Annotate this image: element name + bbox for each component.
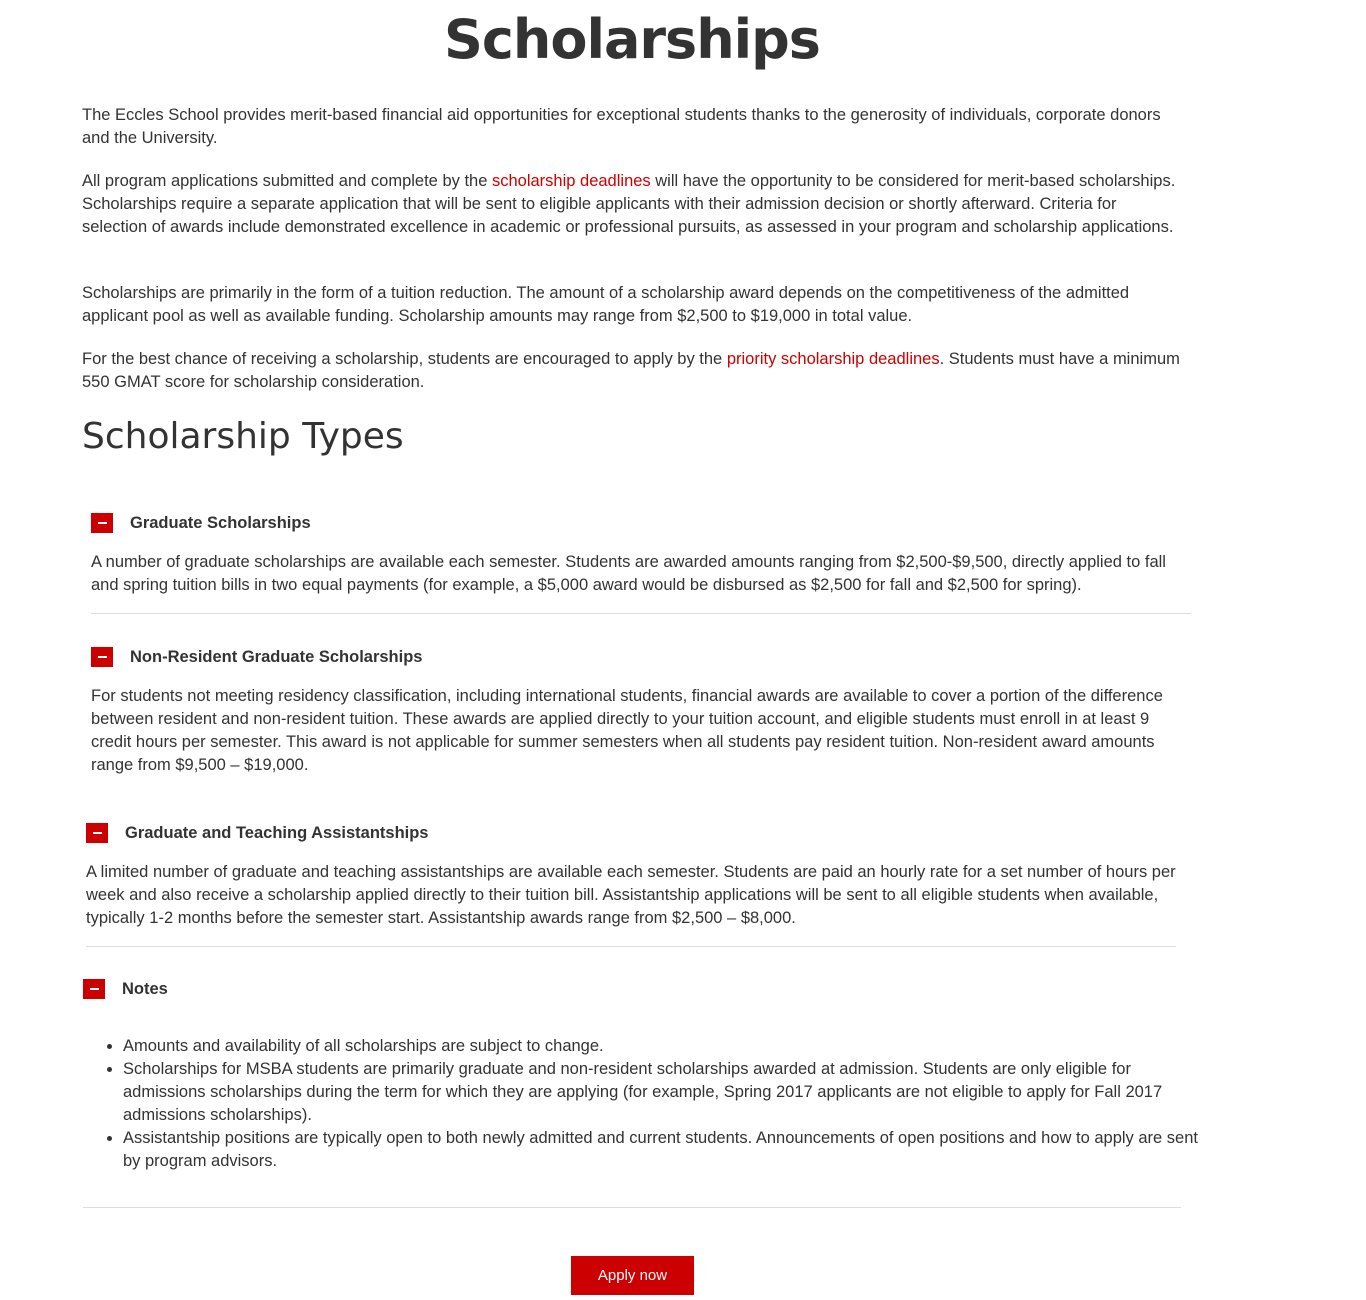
scholarship-deadlines-link[interactable]: scholarship deadlines	[491, 172, 651, 190]
scholarship-types-heading: Scholarship Types	[82, 416, 404, 457]
intro-paragraph-4	[82, 348, 1182, 394]
accordion-non-resident-body: For students not meeting residency classification, including international students, financial awards are available to cover a portion of the difference between resident and non-resident tuition. These awards are applied directly to your tuition account, and eligible students must enroll in at least 9 credit hours per semester. This award is not applicable for summer semesters when all students pay resident tuition. Non-resident award amounts range from $9,500 – $19,000.	[91, 687, 1163, 774]
accordion-notes-header[interactable]	[83, 978, 168, 1000]
accordion-graduate-scholarships-header[interactable]	[91, 512, 311, 534]
accordion-assistantships-header[interactable]	[86, 822, 429, 844]
intro-paragraph-1: The Eccles School provides merit-based financial aid opportunities for exceptional students thanks to the generosity of individuals, corporate donors and the University.	[82, 106, 1161, 147]
accordion-graduate-scholarships-body: A number of graduate scholarships are available each semester. Students are awarded amounts ranging from $2,500-$9,500, directly applied to fall and spring tuition bills in two equal payments (for example, a $5,000 award would be disbursed as $2,500 for fall and $2,500 for spring).	[91, 553, 1166, 594]
intro-paragraph-2-start: All program applications submitted and complete by the	[82, 172, 492, 190]
minus-icon[interactable]	[91, 647, 113, 667]
minus-icon[interactable]	[83, 979, 105, 999]
accordion-label: Non-Resident Graduate Scholarships	[130, 647, 423, 666]
minus-icon[interactable]	[91, 513, 113, 533]
intro-paragraph-2-end: will have the opportunity to be considered for merit-based scholarships. Scholarships require a separate application that will be sent to eligible applicants with their admission decision or shortly afterward. Criteria for selection of awards include demonstrated excellence in academic or professional pursuits, as assessed in your program and scholarship applications.	[82, 172, 1176, 236]
intro-paragraph-3: Scholarships are primarily in the form of a tuition reduction. The amount of a scholarship award depends on the competitiveness of the admitted applicant pool as well as available funding. Scholarship amounts may range from $2,500 to $19,000 in total value.	[82, 284, 1130, 325]
accordion-label: Graduate Scholarships	[130, 513, 311, 532]
accordion-label: Notes	[122, 979, 168, 998]
divider	[83, 1207, 1181, 1208]
minus-icon[interactable]	[86, 823, 108, 843]
intro-paragraph-2	[82, 170, 1182, 239]
accordion-label: Graduate and Teaching Assistantships	[125, 823, 429, 842]
notes-list	[104, 1035, 1203, 1173]
list-item: • Assistantship positions are typically open to both newly admitted and current students. Announcements of open positions and how to apply are sent by program advisors.	[123, 1127, 1203, 1173]
intro-paragraph-4-start: For the best chance of receiving a scholarship, students are encouraged to apply by the	[82, 350, 727, 368]
intro-paragraph-4-end: . Students must have a minimum 550 GMAT score for scholarship consideration.	[82, 350, 1180, 391]
divider	[86, 946, 1176, 947]
apply-now-button[interactable]: Apply now	[571, 1256, 694, 1295]
page-title: Scholarships	[444, 8, 820, 71]
list-item: • Amounts and availability of all scholarships are subject to change.	[123, 1035, 1203, 1058]
list-item: • Scholarships for MSBA students are primarily graduate and non-resident scholarships awarded at admission. Students are only eligible for admissions scholarships during the term for which they are applying (for example, Spring 2017 applicants are not eligible to apply for Fall 2017 admissions scholarships).	[123, 1058, 1203, 1127]
divider	[91, 613, 1191, 614]
priority-scholarship-deadlines-link[interactable]: priority scholarship deadlines	[726, 350, 940, 368]
accordion-assistantships-body: A limited number of graduate and teaching assistantships are available each semester. Students are paid an hourly rate for a set number of hours per week and also receive a scholarship applied directly to their tuition bill. Assistantship applications will be sent to all eligible students when available, typically 1-2 months before the semester start. Assistantship awards range from $2,500 – $8,000.	[86, 863, 1176, 927]
accordion-non-resident-header[interactable]	[91, 646, 422, 668]
